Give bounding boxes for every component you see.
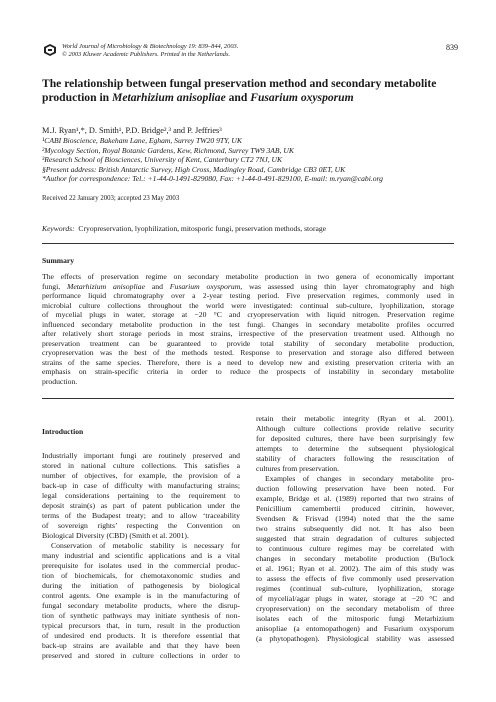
title-species-1: Metarhizium anisopliae	[112, 91, 226, 104]
journal-copyright: © 2003 Kluwer Academic Publishers. Printed in the Netherlands.	[62, 51, 231, 58]
paragraph-line: deposit strain(s) as part of patent publication under the	[42, 501, 240, 510]
paragraph-line: Penicillium camembertii produced citrinin, however,	[256, 504, 454, 513]
title-text: and	[225, 91, 251, 104]
paragraph-line: legal considerations pertaining to the requirement to	[42, 491, 240, 500]
summary-line: performance liquid chromatography over a 2-year testing period. Five preservation regimes, commonly used in	[42, 291, 454, 301]
affiliation-1: ¹CABI Bioscience, Bakeham Lane, Egham, Surrey TW20 9TY, UK	[42, 136, 242, 145]
summary-line: after relatively short storage periods in most strains, irrespective of the preservation treatment used. Although no	[42, 329, 454, 339]
summary-line: fungi, Metarhizium anisopliae and Fusarium oxysporum, was assessed using thin layer chromatography and high	[42, 281, 454, 291]
title-line-2	[42, 91, 462, 105]
summary-line: The effects of preservation regime on secondary metabolite production in two genera of economically important	[42, 272, 454, 281]
paragraph-line: fungal secondary metabolite products, where the disrup-	[42, 601, 240, 610]
paragraph-line: tion of synthetic pathways may initiate synthesis of non-	[42, 611, 240, 620]
paragraph-line: two strains subsequently did not. It has also been	[256, 524, 454, 533]
paragraph-line: Svendsen & Frisvad (1994) noted that the the same	[256, 514, 454, 523]
paragraph-line: during the initiation of pathogenesis by biological	[42, 581, 240, 590]
summary-line: cryopreservation was the best of the methods tested. Response to preservation and storage also differed between	[42, 348, 454, 358]
paragraph-line: Industrially important fungi are routinely preserved and	[42, 451, 240, 460]
paragraph-line: changes in secondary metabolite production (Bu'lock	[256, 554, 454, 563]
paragraph-line: preserved and stored in culture collections in order to	[42, 651, 240, 660]
summary-line: emphasis on strain-specific criteria in order to reduce the prospects of instability in secondary metabolite	[42, 367, 454, 377]
summary-line: influenced secondary metabolite production in the test fungi. Changes in secondary metabolite profiles occurred	[42, 319, 454, 329]
summary-line: strains of the same species. Therefore, there is a need to develop new and existing preservation criteria with an	[42, 357, 454, 367]
paragraph-line: Examples of changes in secondary metabolite pro-	[265, 474, 454, 483]
paragraph-line: tion of biochemicals, for chemotaxonomic studies and	[42, 571, 240, 580]
summary-line: of mycelial plugs in water, storage at −20 °C and cryopreservation with liquid nitrogen. Preservation regime	[42, 310, 454, 320]
paragraph-line: example, Bridge et al. (1989) reported that two strains of	[256, 494, 454, 503]
journal-citation: World Journal of Microbiology & Biotechnology 19: 839–844, 2003.	[62, 43, 239, 50]
species-name: Fusarium oxysporum	[169, 281, 241, 291]
affiliation-3: ³Research School of Biosciences, University of Kent, Canterbury CT2 7NJ, UK	[42, 155, 283, 164]
summary-line: preservation treatment can be guaranteed to provide total stability of secondary metabolite production,	[42, 338, 454, 348]
paragraph-line: for deposited cultures, there have been surprisingly few	[256, 434, 454, 443]
paragraph-line: retain their metabolic integrity (Ryan et al. 2001).	[256, 414, 454, 423]
paragraph-line: duction following preservation have been noted. For	[256, 484, 454, 493]
summary-line: microbial culture collections throughout the world were investigated: continual sub-culture, lyophilization, storage	[42, 300, 454, 310]
affiliation-present-address: §Present address: British Antarctic Survey, High Cross, Madingley Road, Cambridge CB3 0ET, UK	[42, 164, 346, 174]
paragraph-line: et al. 1961; Ryan et al. 2002). The aim of this study was	[256, 564, 454, 573]
keywords-text: Cryopreservation, lyophilization, mitosporic fungi, preservation methods, storage	[78, 224, 327, 233]
summary-heading: Summary	[42, 256, 75, 265]
paragraph-line: terms of the Budapest treaty; and to allow ‘traceability	[42, 511, 240, 520]
paragraph-line: back-up strains are available and that they have been	[42, 641, 240, 650]
received-dates: Received 22 January 2003; accepted 23 May 2003	[42, 195, 180, 202]
paragraph-line: attempts to determine the subsequent physiological	[256, 444, 454, 453]
left-column-text	[42, 451, 240, 661]
paragraph-line: to assess the effects of five commonly used preservation	[256, 574, 454, 583]
paragraph-line: Although culture collections provide relative security	[256, 424, 454, 433]
paragraph-line: Conservation of metabolic stability is necessary for	[51, 541, 240, 550]
paragraph-line: cultures from preservation.	[256, 464, 340, 473]
article-title	[42, 77, 462, 105]
paragraph-line: back-up in case of difficulty with manufacturing strains;	[42, 481, 240, 490]
paragraph-line: typical precursors that, in turn, result in the production	[42, 621, 240, 630]
divider	[42, 243, 454, 244]
paragraph-line: Biological Diversity (CBD) (Smith et al. 2001).	[42, 531, 189, 540]
keywords-label: Keywords:	[42, 224, 75, 233]
title-line-1: The relationship between fungal preservation method and secondary metabolite	[42, 77, 437, 90]
paragraph-line: anisopliae (a entomopathogen) and Fusarium oxysporum	[256, 624, 454, 633]
summary-text	[42, 272, 454, 387]
divider	[42, 398, 454, 399]
paragraph-line: isolates each of the mitosporic fungi Metarhizium	[256, 614, 454, 623]
species-name: Metarhizium anisopliae	[66, 281, 145, 291]
paragraph-line: stability of characters following the resuscitation of	[256, 454, 454, 463]
paragraph-line: of sovereign rights’ respecting the Convention on	[42, 521, 240, 530]
paragraph-line: (a phytopathogen). Physiological stability was assessed	[256, 634, 454, 643]
paragraph-line: many industrial and scientific applications and is a vital	[42, 551, 240, 560]
paragraph-line: cryopreservation) on the secondary metabolism of three	[256, 604, 454, 613]
keywords	[42, 224, 326, 233]
paragraph-line: to continuous culture regimes may be correlated with	[256, 544, 454, 553]
title-text: production in	[42, 91, 113, 104]
paragraph-line: control agents. One example is in the manufacturing of	[42, 591, 240, 600]
publisher-logo-icon	[42, 43, 58, 57]
paragraph-line: of mycelial/agar plugs in water, storage at −20 °C and	[256, 594, 454, 603]
paragraph-line: stored in national culture collections. This satisfies a	[42, 461, 240, 470]
paragraph-line: number of objectives, for example, the provision of a	[42, 471, 240, 480]
right-column-text	[256, 414, 454, 644]
correspondence-note: *Author for correspondence: Tel.: +1-44-0-1491-829080, Fax: +1-44-0-491-829100, E-mail: m.ryan@cabi.org	[42, 174, 383, 183]
page-number: 839	[446, 43, 458, 52]
paragraph-line: suggested that strain degradation of cultures subjected	[256, 534, 454, 543]
paragraph-line: of undesired end products. It is therefore essential that	[42, 631, 240, 640]
paragraph-line: regimes (continual sub-culture, lyophilization, storage	[256, 584, 454, 593]
affiliation-2: ²Mycology Section, Royal Botanic Gardens, Kew, Richmond, Surrey TW9 3AB, UK	[42, 145, 294, 155]
title-species-2: Fusarium oxysporum	[250, 91, 354, 104]
summary-line: production.	[42, 377, 78, 387]
paragraph-line: prerequisite for isolates used in the commercial produc-	[42, 561, 240, 570]
introduction-heading: Introduction	[42, 427, 84, 436]
author-list: M.J. Ryan¹,*, D. Smith¹, P.D. Bridge²,³ and P. Jeffries³	[42, 126, 222, 135]
